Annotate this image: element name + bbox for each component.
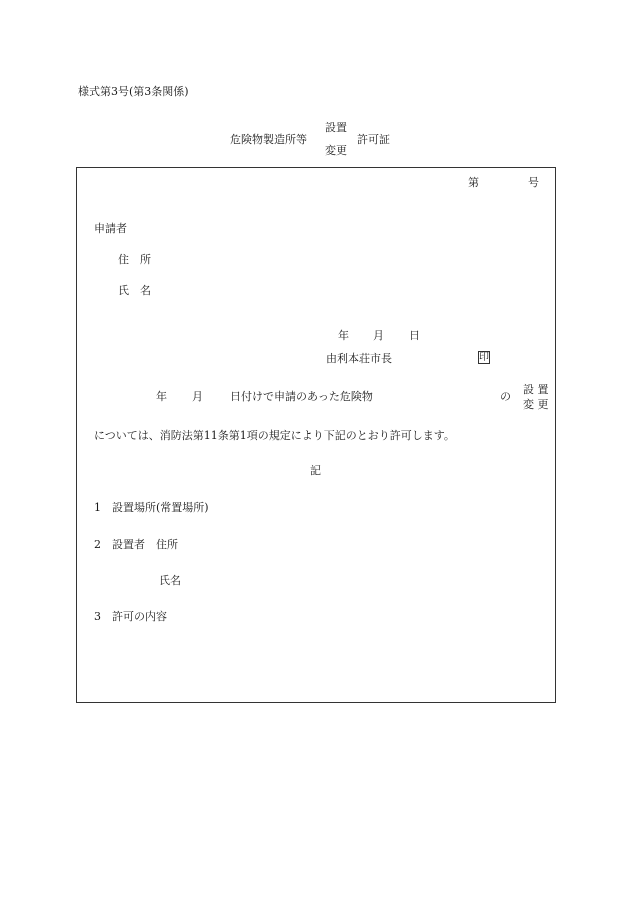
body-year: 年	[156, 390, 167, 403]
body-text-2: については、消防法第11条第1項の規定により下記のとおり許可します。	[94, 429, 455, 442]
item-3: 3 許可の内容	[94, 610, 167, 623]
body-option-top: 設 置	[523, 383, 549, 396]
date-month: 月	[373, 329, 384, 342]
title-suffix: 許可証	[357, 133, 390, 146]
body-month: 月	[192, 390, 203, 403]
applicant-label: 申請者	[94, 222, 127, 235]
applicant-address-label: 住 所	[118, 253, 151, 266]
date-day: 日	[409, 329, 420, 342]
ki-heading: 記	[310, 464, 321, 477]
date-year: 年	[338, 329, 349, 342]
issuer-name: 由利本荘市長	[326, 352, 392, 365]
item-1: 1 設置場所(常置場所)	[94, 501, 209, 514]
body-option-bottom: 変 更	[523, 398, 549, 411]
item-2-name: 氏名	[159, 574, 181, 587]
form-number: 様式第3号(第3条関係)	[78, 85, 189, 98]
body-no: の	[500, 390, 511, 403]
number-dai: 第	[468, 176, 479, 189]
applicant-name-label: 氏 名	[118, 284, 151, 297]
title-prefix: 危険物製造所等	[230, 133, 307, 146]
item-2: 2 設置者 住所	[94, 538, 178, 551]
title-option-top: 設置	[325, 121, 347, 134]
title-option-bottom: 変更	[325, 144, 347, 157]
body-text-1: 日付けで申請のあった危険物	[230, 390, 373, 403]
seal-mark: 印	[479, 352, 489, 363]
number-go: 号	[528, 176, 539, 189]
